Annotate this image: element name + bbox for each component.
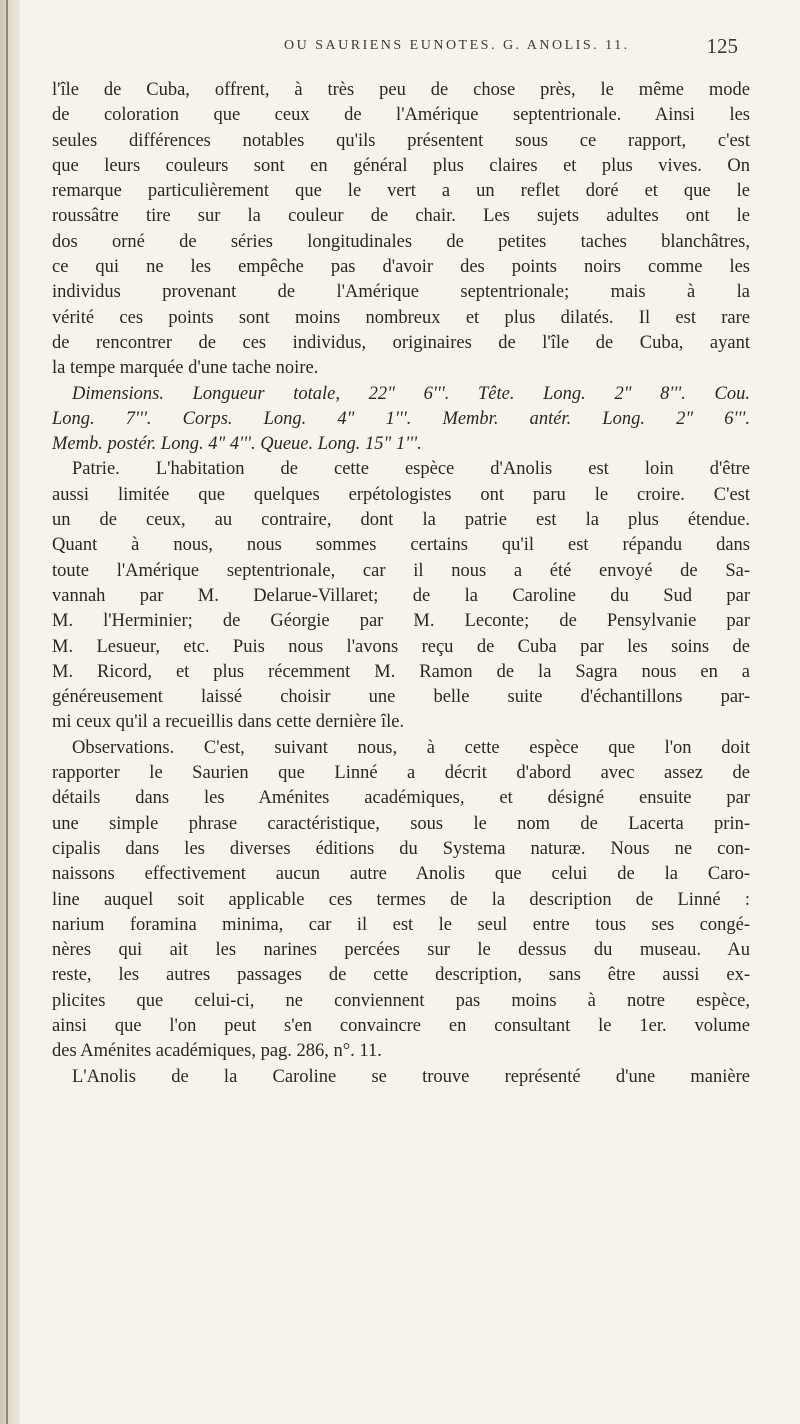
text-line: L'Anolis de la Caroline se trouve représenté d'une manière (72, 1066, 750, 1087)
text-line: M. l'Herminier; de Géorgie par M. Leconte; de Pensylvanie par (52, 611, 750, 632)
text-line: Patrie. L'habitation de cette espèce d'Anolis est loin d'être (72, 459, 750, 480)
text-line: naissons effectivement aucun autre Anolis que celui de la Caro- (52, 864, 750, 885)
text-line: cipalis dans les diverses éditions du Systema naturæ. Nous ne con- (52, 838, 750, 859)
text-line: M. Ricord, et plus récemment M. Ramon de la Sagra nous en a (52, 661, 750, 682)
dimensions-line: Long. 7'''. Corps. Long. 4" 1'''. Membr. antér. Long. 2" 6'''. (52, 408, 750, 429)
body-text (52, 78, 750, 1090)
text-line: des Aménites académiques, pag. 286, n°. 11. (52, 1041, 382, 1062)
text-line: une simple phrase caractéristique, sous le nom de Lacerta prin- (52, 813, 750, 834)
spine-edge (6, 0, 8, 1424)
text-line: ainsi que l'on peut s'en convaincre en consultant le 1er. volume (52, 1015, 750, 1036)
text-line: seules différences notables qu'ils présentent sous ce rapport, c'est (52, 130, 750, 151)
text-line: nères qui ait les narines percées sur le dessus du museau. Au (52, 940, 750, 961)
text-line: toute l'Amérique septentrionale, car il nous a été envoyé de Sa- (52, 560, 750, 581)
text-line: de rencontrer de ces individus, originaires de l'île de Cuba, ayant (52, 332, 750, 353)
text-line: remarque particulièrement que le vert a un reflet doré et que le (52, 181, 750, 202)
text-line: Observations. C'est, suivant nous, à cette espèce que l'on doit (72, 737, 750, 758)
book-page (52, 34, 750, 1090)
text-line: vérité ces points sont moins nombreux et plus dilatés. Il est rare (52, 307, 750, 328)
text-line: vannah par M. Delarue-Villaret; de la Caroline du Sud par (52, 585, 750, 606)
text-line: l'île de Cuba, offrent, à très peu de chose près, le même mode (52, 80, 750, 100)
text-line: rapporter le Saurien que Linné a décrit d'abord avec assez de (52, 763, 750, 784)
dimensions-line: Dimensions. Longueur totale, 22" 6'''. Tête. Long. 2" 8'''. Cou. (72, 383, 750, 404)
text-line: plicites que celui-ci, ne conviennent pas moins à notre espèce, (52, 990, 750, 1011)
book-spine (0, 0, 20, 1424)
text-line: narium foramina minima, car il est le seul entre tous ses congé- (52, 914, 750, 935)
text-line: reste, les autres passages de cette description, sans être aussi ex- (52, 965, 750, 986)
text-line: la tempe marquée d'une tache noire. (52, 358, 319, 379)
text-line: de coloration que ceux de l'Amérique septentrionale. Ainsi les (52, 105, 750, 126)
text-line: M. Lesueur, etc. Puis nous l'avons reçu de Cuba par les soins de (52, 636, 750, 657)
page-number: 125 (706, 34, 738, 58)
text-line: dos orné de séries longitudinales de petites taches blanchâtres, (52, 231, 750, 252)
text-line: aussi limitée que quelques erpétologistes ont paru le croire. C'est (52, 484, 750, 505)
text-line: généreusement laissé choisir une belle suite d'échantillons par- (52, 687, 750, 708)
page-header (52, 34, 750, 78)
text-line: détails dans les Aménites académiques, et désigné ensuite par (52, 788, 750, 809)
text-line: que leurs couleurs sont en général plus claires et plus vives. On (52, 155, 750, 176)
text-line: line auquel soit applicable ces termes de la description de Linné : (52, 889, 750, 910)
dimensions-line: Memb. postér. Long. 4" 4'''. Queue. Long. 15" 1'''. (52, 434, 422, 455)
text-line: individus provenant de l'Amérique septentrionale; mais à la (52, 282, 750, 303)
text-line: Quant à nous, nous sommes certains qu'il est répandu dans (52, 535, 750, 556)
running-head: OU SAURIENS EUNOTES. G. ANOLIS. 11. (284, 38, 630, 53)
text-line: roussâtre tire sur la couleur de chair. Les sujets adultes ont le (52, 206, 750, 227)
text-line: un de ceux, au contraire, dont la patrie est la plus étendue. (52, 510, 750, 531)
text-line: ce qui ne les empêche pas d'avoir des points noirs comme les (52, 257, 750, 278)
text-line: mi ceux qu'il a recueillis dans cette dernière île. (52, 712, 405, 733)
